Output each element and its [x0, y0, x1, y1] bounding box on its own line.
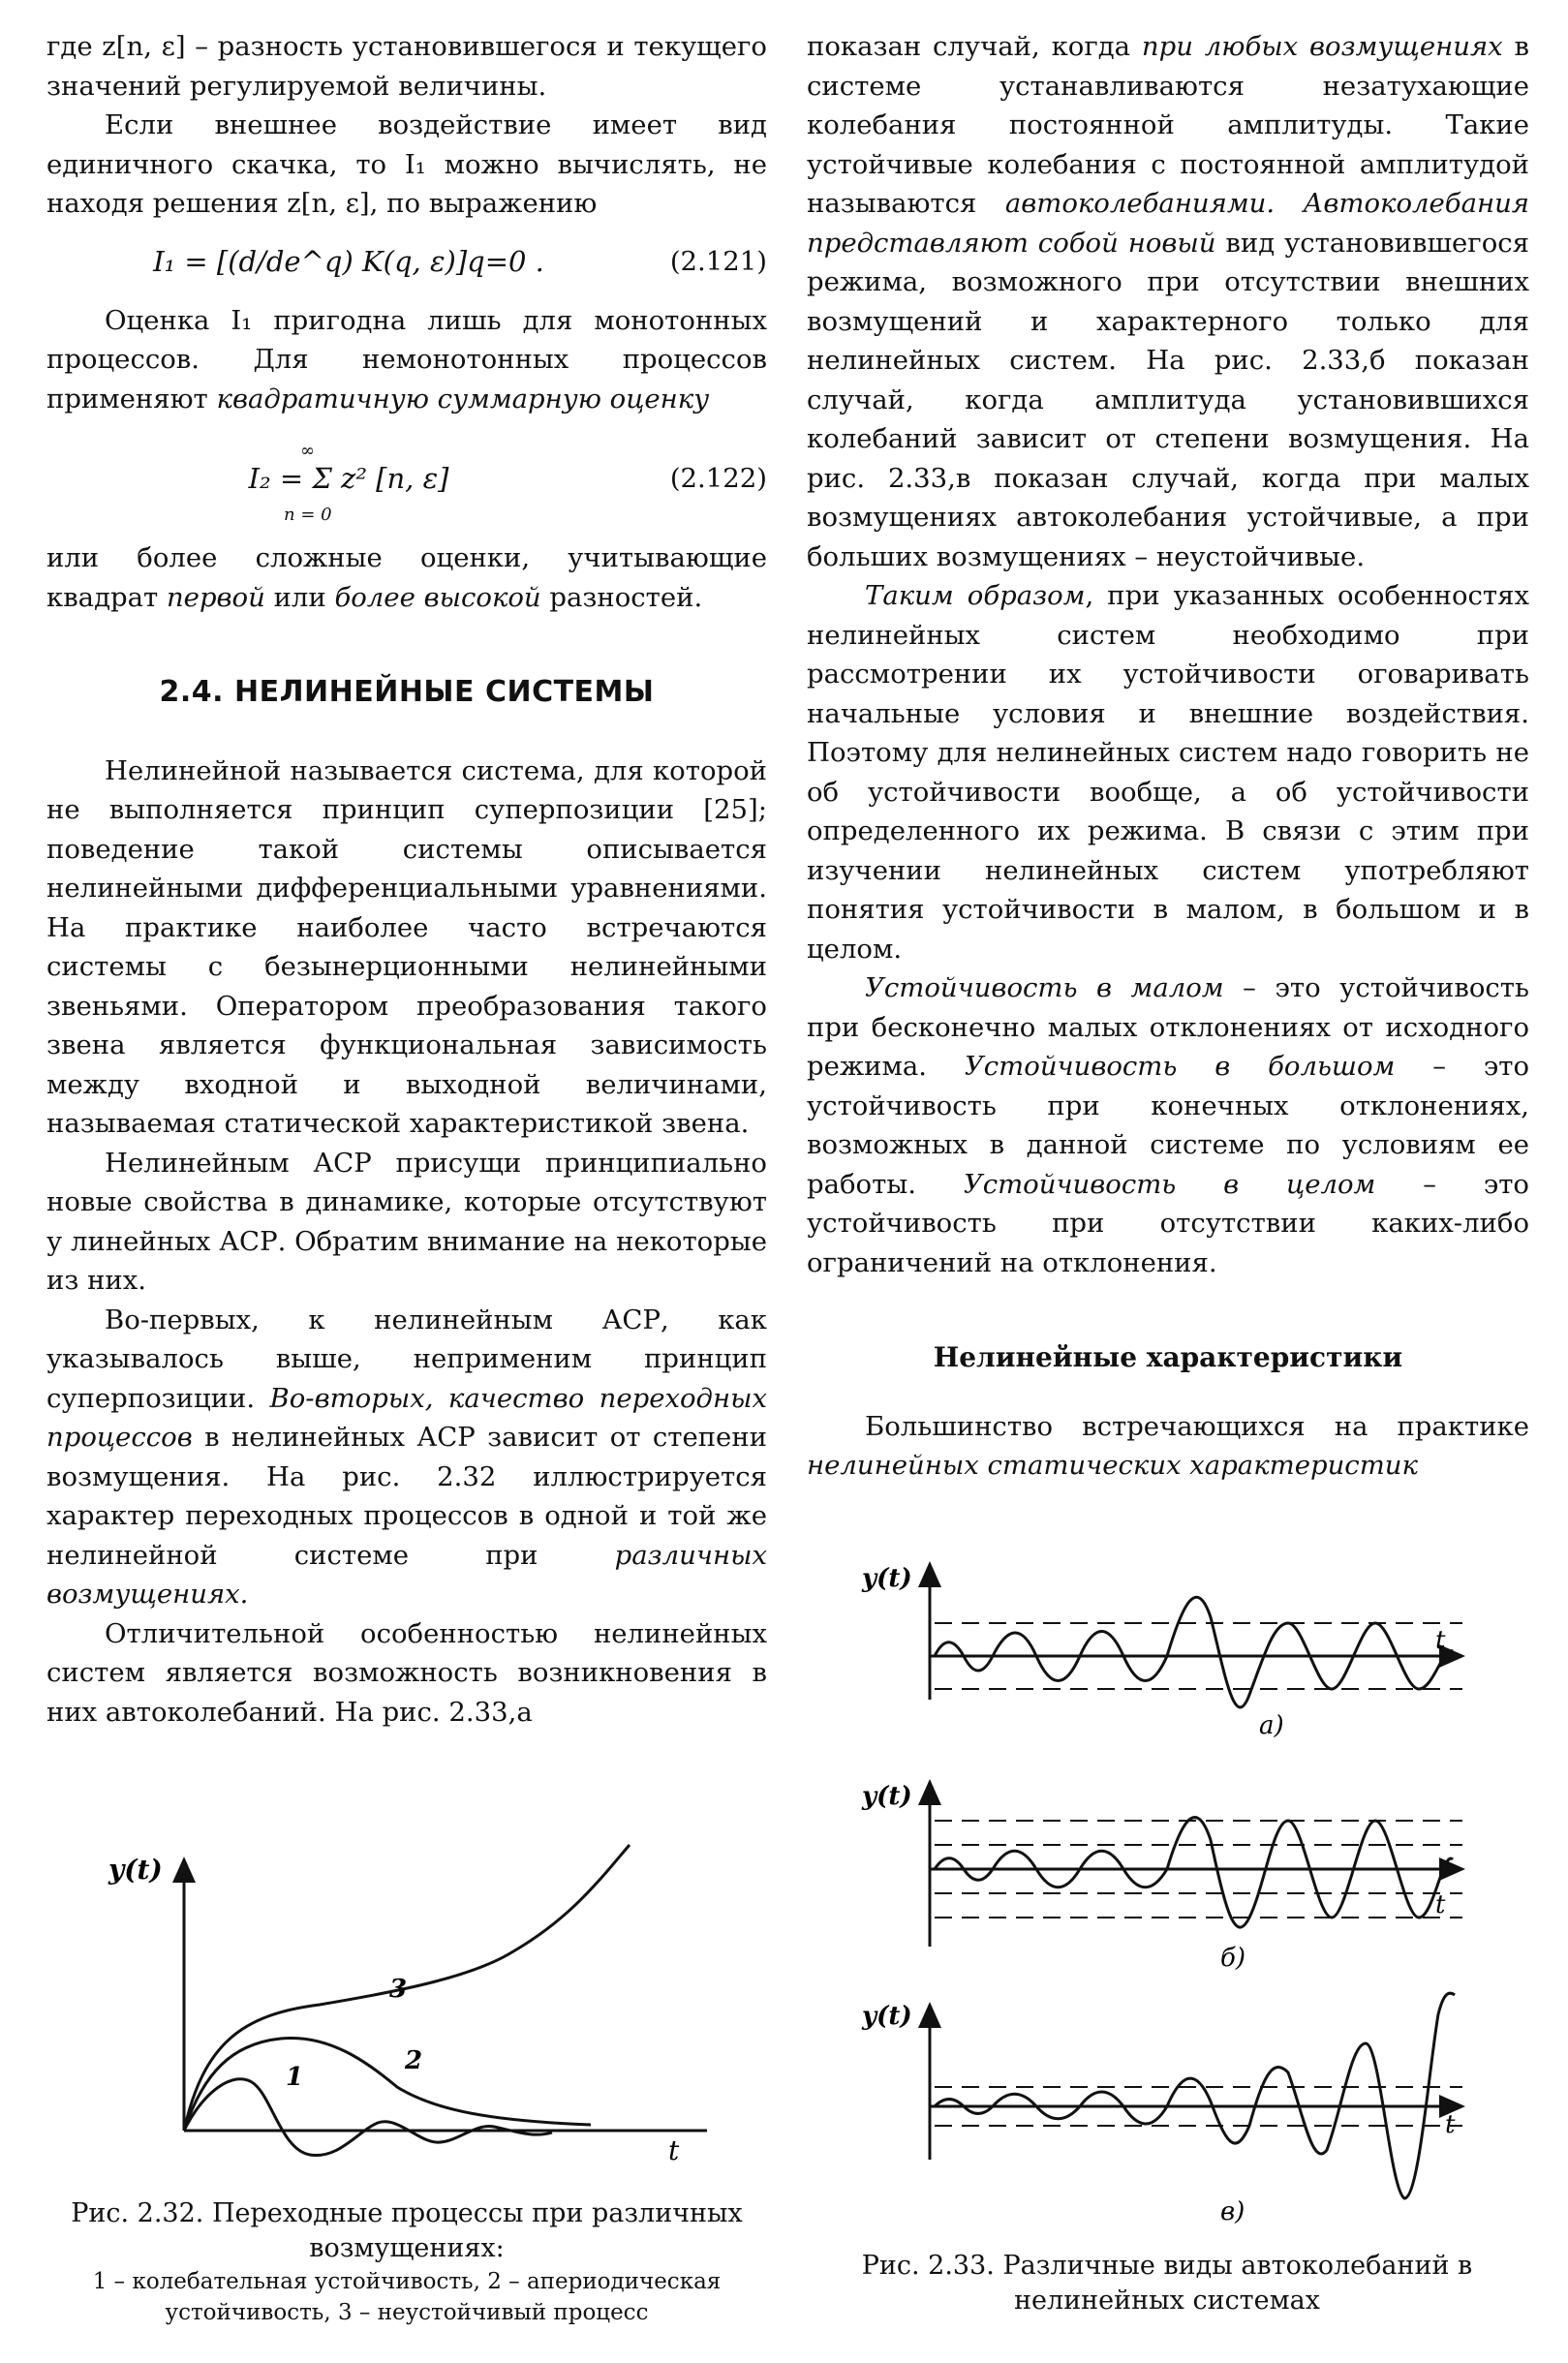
y-axis-label: y(t) [862, 2002, 912, 2031]
figure-2-33 [843, 1530, 1521, 2227]
equation-2-121 [46, 237, 767, 288]
paragraph: Если внешнее воздействие имеет вид единичного скачка, то I₁ можно вычислять, не находя решения z[n, ε], по выражению [46, 109, 767, 219]
figure-2-33-caption: Рис. 2.33. Различные виды автоколебаний в нелинейных системах [861, 2251, 1473, 2316]
subsection-heading: Нелинейные характеристики [933, 1341, 1403, 1373]
right-column [807, 27, 1529, 1486]
y-axis-label: y(t) [108, 1854, 163, 1886]
paragraph: Отличительной особенностью нелинейных систем является возможность возникновения в них автоколебаний. На рис. 2.33,а [46, 1617, 767, 1728]
panel-c [861, 1993, 1462, 2226]
panel-label: б) [1220, 1944, 1246, 1973]
equation-2-122 [46, 432, 767, 525]
paragraph: Оценка I₁ пригодна лишь для монотонных процессов. Для немонотонных процессов применяют квадратичную суммарную оценку [46, 304, 767, 414]
figure-2-32-caption [46, 2196, 767, 2328]
paragraph: или более сложные оценки, учитывающие квадрат первой или более высокой разностей. [46, 542, 767, 613]
oscillation-curve [935, 1818, 1453, 1928]
oscillation-curve [935, 1597, 1453, 1707]
paragraph: Во-первых, к нелинейным АСР, как указывалось выше, неприменим принцип суперпозиции. Во-вторых, качество переходных процессов в нелинейных АСР зависит от степени возмущения. На рис. 2.32 иллюстрируется характер переходных процессов в одной и той же нелинейной системе при различных возмущениях. [46, 1304, 767, 1610]
sum-upper-limit: ∞ [300, 440, 315, 461]
paragraph: Нелинейной называется система, для которой не выполняется принцип суперпозиции [25]; поведение такой системы описывается нелинейными дифференциальными уравнениями. На практике наиболее часто встречаются системы с безынерционными нелинейными звеньями. Оператором преобразования такого звена является функциональная зависимость между входной и выходной величинами, называемая статической характеристикой звена. [46, 754, 767, 1139]
paragraph: Устойчивость в малом – это устойчивость при бесконечно малых отклонениях от исходного режима. Устойчивость в большом – это устойчивость при конечных отклонениях, возможных в данной системе по условиям ее работы. Устойчивость в целом – это устойчивость при отсутствии каких-либо ограничений на отклонения. [807, 972, 1530, 1278]
curve-label-1: 1 [286, 2063, 304, 2092]
y-axis-label: y(t) [862, 1564, 912, 1593]
curve-2-aperiodic [184, 2038, 591, 2131]
x-axis-label: t [1445, 2110, 1456, 2139]
caption-legend: 1 – колебательная устойчивость, 2 – апериодическая устойчивость, 3 – неустойчивый процесс [92, 2269, 722, 2325]
equation-formula: I₁ = [(d/de^q) K(q, ε)]q=0 . [153, 245, 544, 279]
panel-b [861, 1782, 1462, 1973]
oscillation-curve [935, 1993, 1455, 2198]
section-heading: 2.4. НЕЛИНЕЙНЫЕ СИСТЕМЫ [159, 675, 655, 709]
panel-label: а) [1259, 1711, 1284, 1740]
paragraph: Нелинейным АСР присущи принципиально новые свойства в динамике, которые отсутствуют у линейных АСР. Обратим внимание на некоторые из них. [46, 1147, 767, 1296]
sum-lower-limit: n = 0 [284, 504, 332, 525]
y-axis-label: y(t) [862, 1782, 912, 1811]
left-column [46, 27, 767, 1732]
paragraph: где z[n, ε] – разность установившегося и текущего значений регулируемой величины. [46, 31, 767, 102]
x-axis-label: t [1435, 1626, 1446, 1655]
figure-2-32 [87, 1840, 726, 2169]
curve-label-2: 2 [405, 2046, 423, 2075]
paragraph: Большинство встречающихся на практике нелинейных статических характеристик [807, 1410, 1529, 1481]
curve-label-3: 3 [389, 1975, 408, 2004]
paragraph: Таким образом, при указанных особенностях нелинейных систем необходимо при рассмотрении их устойчивости оговаривать начальные условия и внешние воздействия. Поэтому для нелинейных систем надо говорить не об устойчивости вообще, а об устойчивости определенного их режима. В связи с этим при изучении нелинейных систем употребляют понятия устойчивости в малом, в большом и в целом. [807, 580, 1529, 965]
x-axis-label: t [668, 2134, 680, 2166]
equation-formula: ∞ I₂ = Σ z² [n, ε] n = 0 [46, 459, 651, 499]
paragraph: показан случай, когда при любых возмущениях в системе устанавливаются незатухающие колебания постоянной амплитуды. Такие устойчивые колебания с постоянной амплитудой называются автоколебаниями. Автоколебания представляют собой новый вид установившегося режима, возможного при отсутствии внешних возмущений и характерного только для нелинейных систем. На рис. 2.33,б показан случай, когда амплитуда установившихся колебаний зависит от степени возмущения. На рис. 2.33,в показан случай, когда при малых возмущениях автоколебания устойчивые, а при больших возмущениях – неустойчивые. [807, 31, 1529, 572]
panel-a [861, 1564, 1462, 1740]
panel-label: в) [1220, 2197, 1245, 2226]
equation-number: (2.121) [669, 246, 767, 278]
caption-title: Рис. 2.32. Переходные процессы при различных возмущениях: [71, 2198, 743, 2263]
equation-number: (2.122) [669, 462, 767, 494]
x-axis-label: t [1435, 1890, 1446, 1919]
